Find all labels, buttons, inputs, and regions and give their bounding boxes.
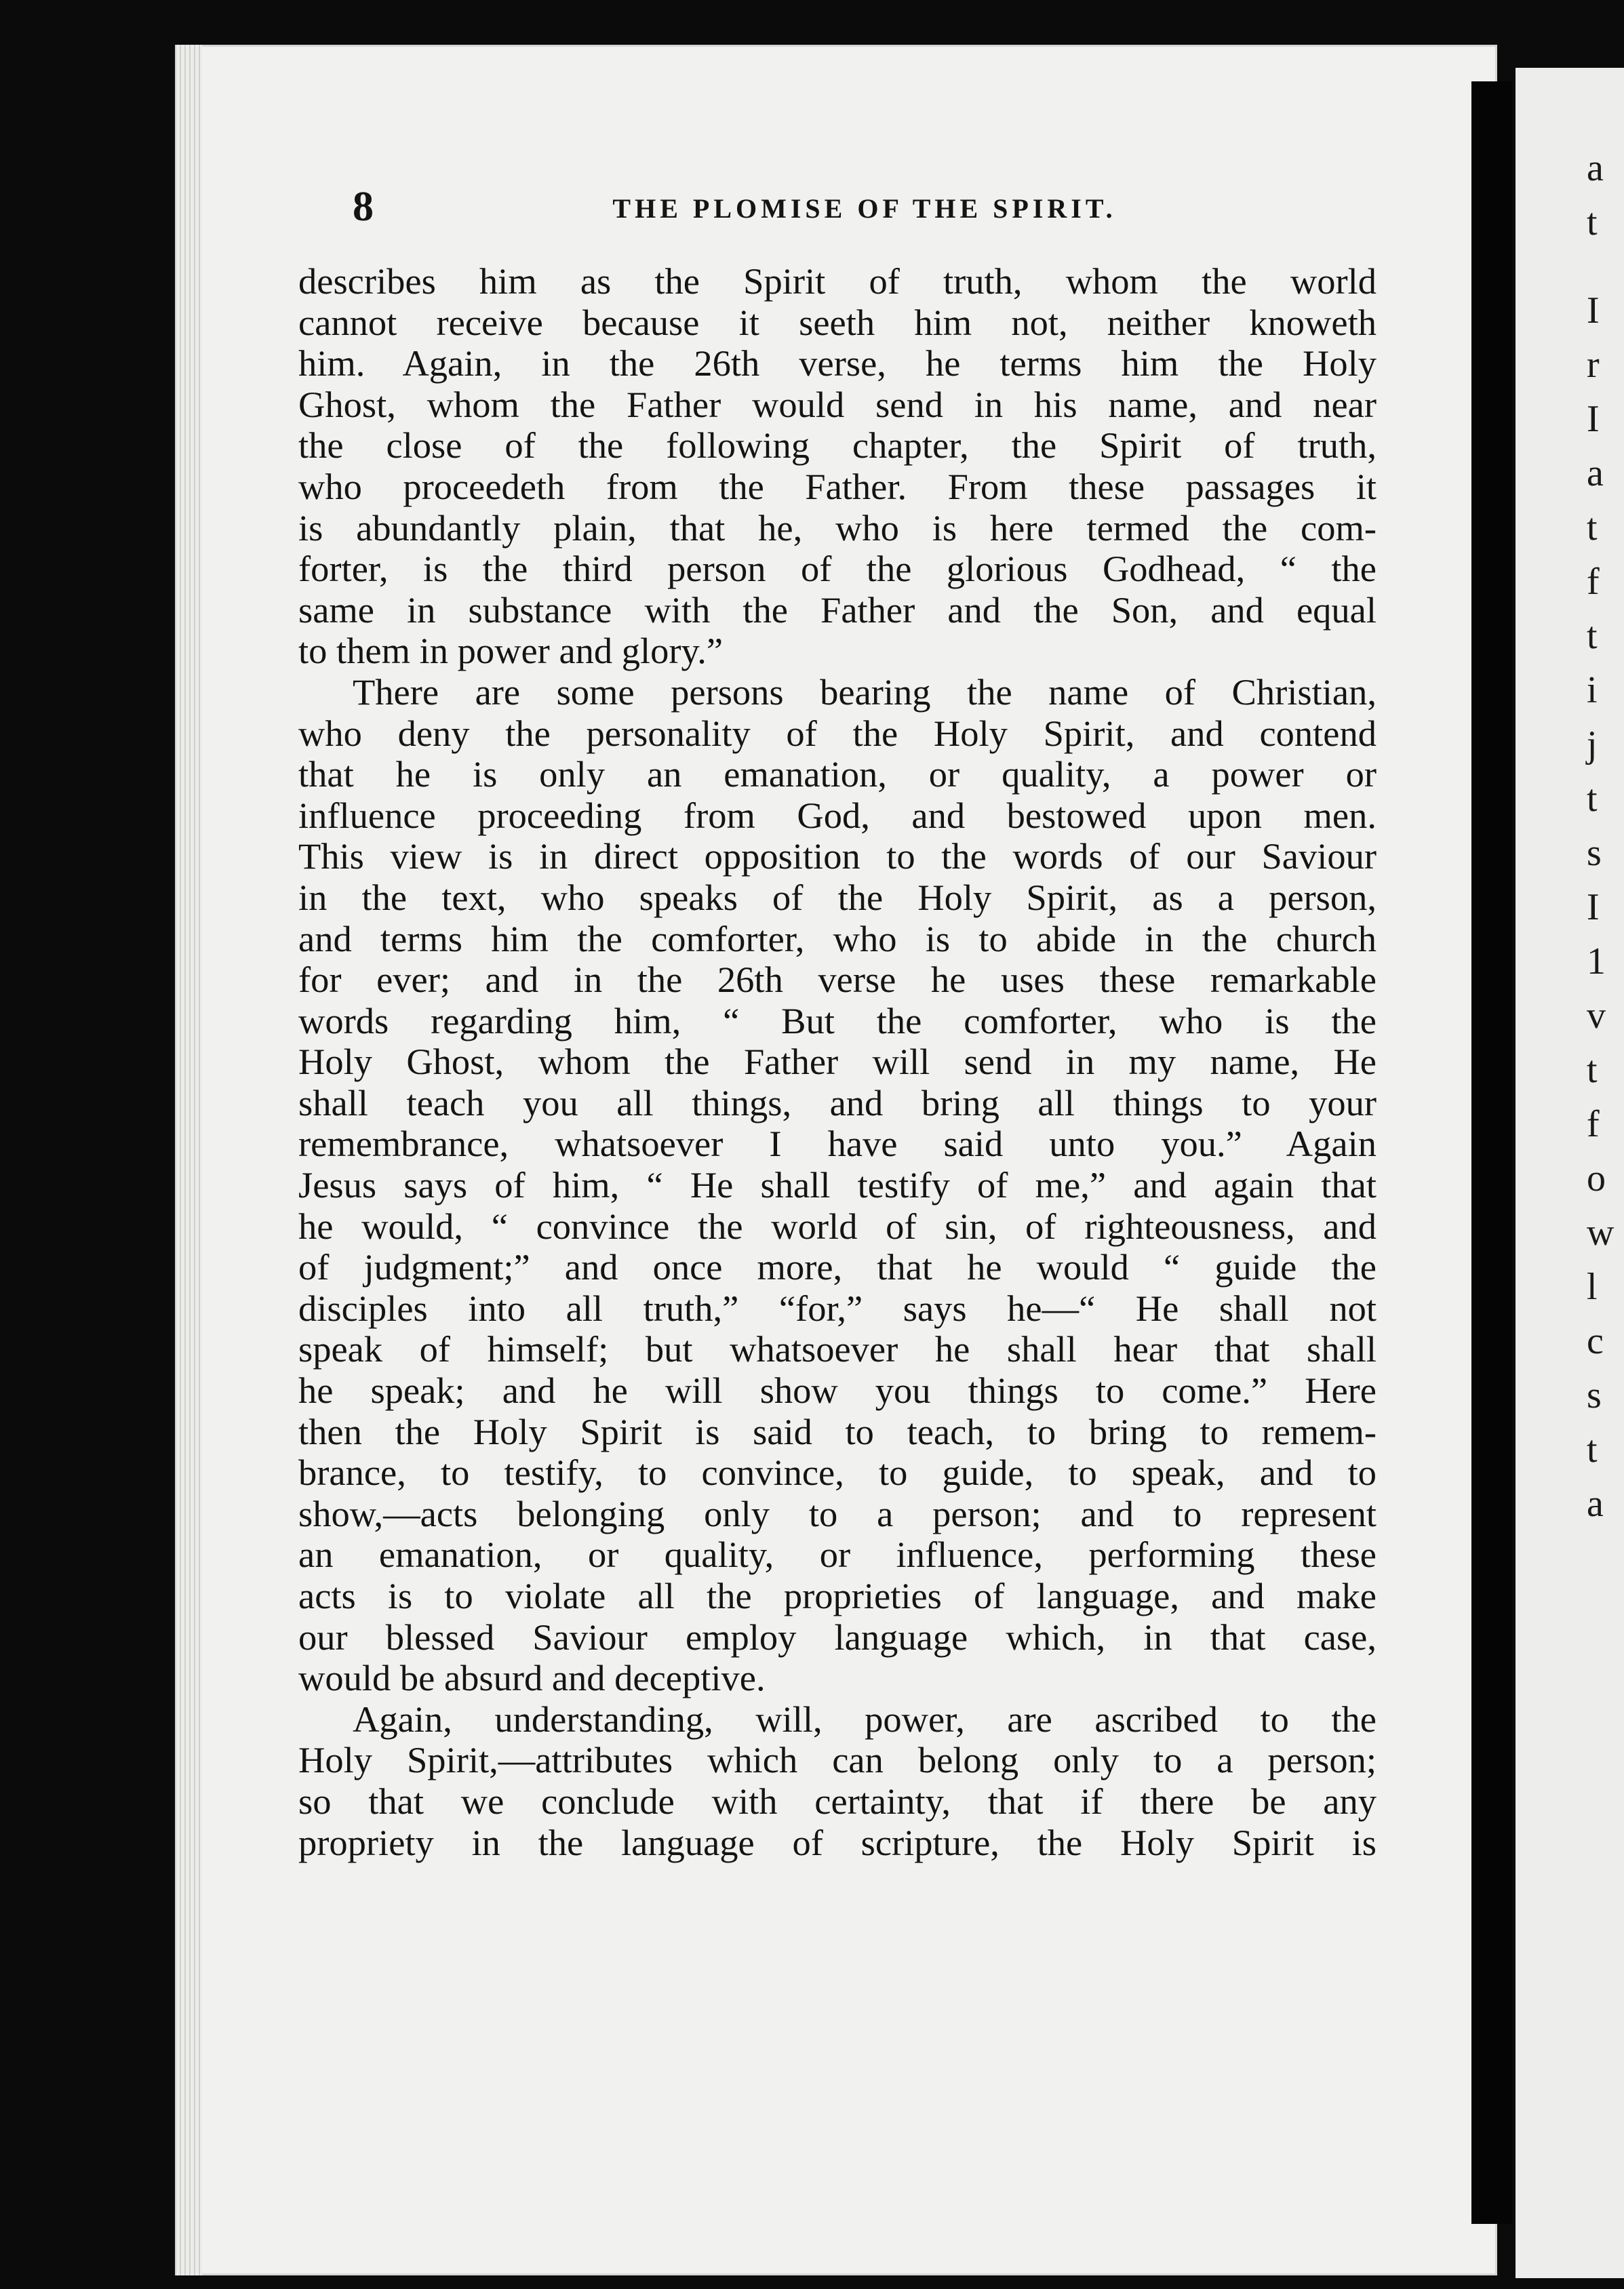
- text-line: same in substance with the Father and the Son, and equal: [298, 589, 1377, 631]
- text-line: in the text, who speaks of the Holy Spirit, as a person,: [298, 876, 1377, 918]
- next-page-letter: v: [1587, 995, 1606, 1037]
- text-line: he speak; and he will show you things to come.” Here: [298, 1370, 1377, 1412]
- next-page-letter: f: [1587, 561, 1600, 603]
- next-page-letter: a: [1587, 1483, 1604, 1525]
- next-page-letter: t: [1587, 201, 1598, 243]
- next-page-letter: o: [1587, 1157, 1606, 1199]
- page-number: 8: [353, 184, 374, 230]
- running-head: THE PLOMISE OF THE SPIRIT.: [612, 193, 1117, 224]
- text-line: Holy Ghost, whom the Father will send in my name, He: [298, 1041, 1377, 1083]
- body-text: [298, 261, 1377, 1863]
- text-line: This view is in direct opposition to the words of our Saviour: [298, 835, 1377, 877]
- book-spine: [1471, 81, 1512, 2224]
- text-line: disciples into all truth,” “for,” says he—“ He shall not: [298, 1287, 1377, 1329]
- next-page-letter: s: [1587, 832, 1602, 874]
- text-line: brance, to testify, to convince, to guide, to speak, and to: [298, 1452, 1377, 1494]
- next-page-letter: I: [1587, 290, 1600, 332]
- text-line: so that we conclude with certainty, that if there be any: [298, 1780, 1377, 1822]
- text-line: would be absurd and deceptive.: [298, 1657, 766, 1699]
- next-page-letter: I: [1587, 398, 1600, 440]
- text-line: the close of the following chapter, the Spirit of truth,: [298, 424, 1377, 466]
- text-line: Again, understanding, will, power, are ascribed to the: [353, 1698, 1377, 1740]
- next-page-letter: t: [1587, 506, 1598, 549]
- next-page-letter: i: [1587, 669, 1598, 711]
- next-page-letter: t: [1587, 1049, 1598, 1091]
- text-line: shall teach you all things, and bring all things to your: [298, 1081, 1377, 1123]
- text-line: then the Holy Spirit is said to teach, to bring to remem-: [298, 1410, 1377, 1452]
- next-page-letter: c: [1587, 1320, 1604, 1362]
- next-page-letter: w: [1587, 1212, 1615, 1254]
- text-line: and terms him the comforter, who is to abide in the church: [298, 917, 1377, 959]
- text-line: is abundantly plain, that he, who is here termed the com-: [298, 506, 1377, 549]
- text-line: to them in power and glory.”: [298, 630, 724, 672]
- text-line: Ghost, whom the Father would send in his name, and near: [298, 383, 1377, 425]
- text-line: describes him as the Spirit of truth, whom the world: [298, 260, 1377, 302]
- next-page-letter: r: [1587, 344, 1600, 386]
- text-line: our blessed Saviour employ language which, in that case,: [298, 1616, 1377, 1658]
- text-line: words regarding him, “ But the comforter, who is the: [298, 999, 1377, 1041]
- text-line: remembrance, whatsoever I have said unto you.” Again: [298, 1123, 1377, 1165]
- text-line: cannot receive because it seeth him not, neither knoweth: [298, 301, 1377, 343]
- text-line: speak of himself; but whatsoever he shall hear that shall: [298, 1328, 1377, 1370]
- text-line: who proceedeth from the Father. From these passages it: [298, 465, 1377, 507]
- next-page-letter: j: [1587, 723, 1598, 765]
- next-page-letter: t: [1587, 615, 1598, 657]
- text-line: Holy Spirit,—attributes which can belong only to a person;: [298, 1739, 1377, 1781]
- next-page-letter: s: [1587, 1374, 1602, 1416]
- text-line: acts is to violate all the proprieties of language, and make: [298, 1575, 1377, 1616]
- text-line: of judgment;” and once more, that he would “ guide the: [298, 1246, 1377, 1288]
- next-page-letter: a: [1587, 452, 1604, 494]
- page-edge: [175, 45, 202, 2275]
- text-line: There are some persons bearing the name of Christian,: [353, 671, 1377, 713]
- text-line: forter, is the third person of the glorious Godhead, “ the: [298, 548, 1377, 590]
- page-header: [353, 183, 1377, 237]
- next-page-letter: t: [1587, 778, 1598, 820]
- next-page-letter: a: [1587, 147, 1604, 189]
- text-line: for ever; and in the 26th verse he uses these remarkable: [298, 959, 1377, 1001]
- next-page-letter: 1: [1587, 940, 1606, 982]
- text-line: an emanation, or quality, or influence, performing these: [298, 1534, 1377, 1576]
- text-line: propriety in the language of scripture, the Holy Spirit is: [298, 1821, 1377, 1863]
- next-page-letter: f: [1587, 1103, 1600, 1145]
- text-line: that he is only an emanation, or quality, a power or: [298, 753, 1377, 795]
- text-line: he would, “ convince the world of sin, of righteousness, and: [298, 1205, 1377, 1247]
- text-line: influence proceeding from God, and bestowed upon men.: [298, 794, 1377, 836]
- next-page-edge: [1516, 68, 1624, 2278]
- text-line: him. Again, in the 26th verse, he terms him the Holy: [298, 342, 1377, 384]
- next-page-letter: l: [1587, 1266, 1598, 1308]
- next-page-letter: t: [1587, 1429, 1598, 1471]
- text-line: who deny the personality of the Holy Spirit, and contend: [298, 712, 1377, 754]
- next-page-letter: I: [1587, 886, 1600, 928]
- text-line: Jesus says of him, “ He shall testify of me,” and again that: [298, 1164, 1377, 1206]
- text-line: show,—acts belonging only to a person; and to represent: [298, 1492, 1377, 1534]
